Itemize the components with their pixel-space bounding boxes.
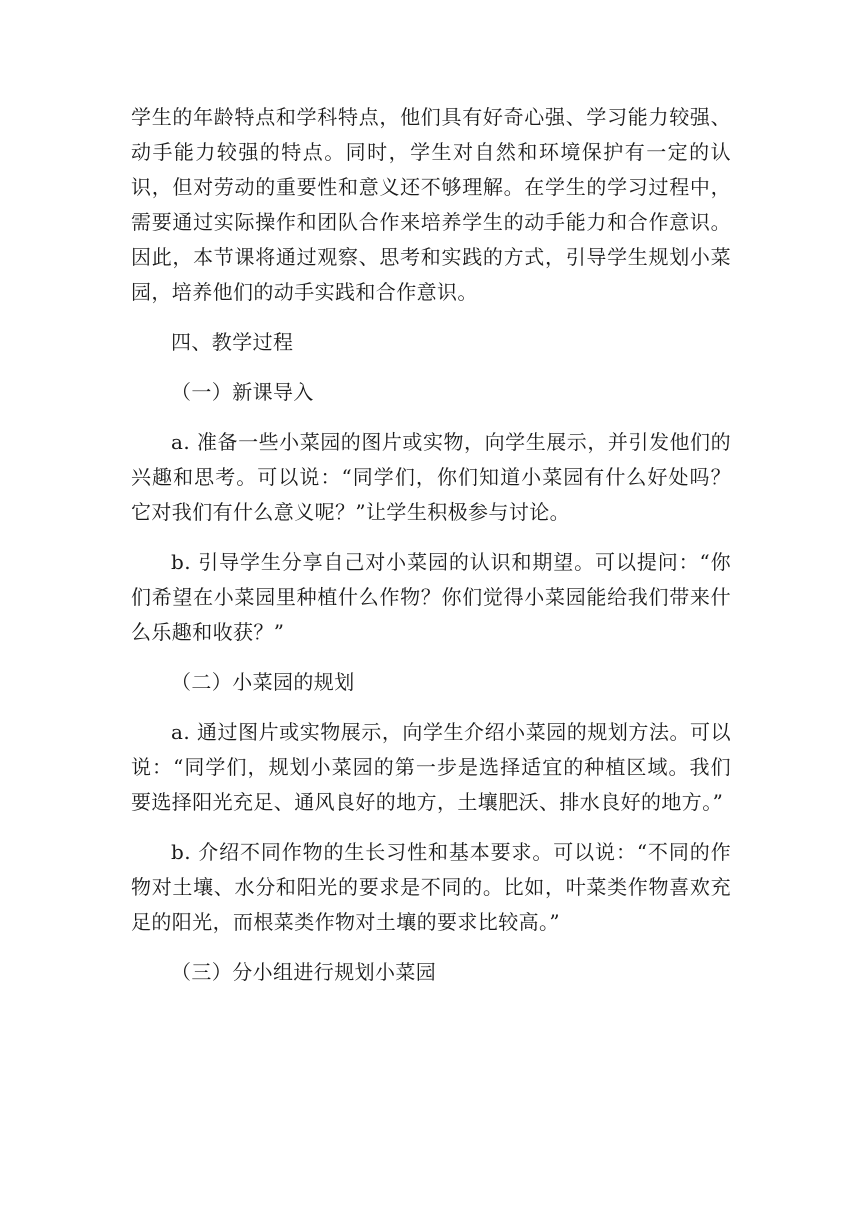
paragraph-intro-a: a. 准备一些小菜园的图片或实物，向学生展示，并引发他们的兴趣和思考。可以说：“同学们，你们知道小菜园有什么好处吗？它对我们有什么意义呢？”让学生积极参与讨论。 <box>131 430 731 524</box>
paragraph-planning-b: b. 介绍不同作物的生长习性和基本要求。可以说：“不同的作物对土壤、水分和阳光的要求是不同的。比如，叶菜类作物喜欢充足的阳光，而根菜类作物对土壤的要求比较高。” <box>131 840 731 934</box>
section-heading-teaching-process: 四、教学过程 <box>171 330 294 354</box>
document-page <box>131 100 731 990</box>
paragraph-student-analysis: 学生的年龄特点和学科特点，他们具有好奇心强、学习能力较强、动手能力较强的特点。同时，学生对自然和环境保护有一定的认识，但对劳动的重要性和意义还不够理解。在学生的学习过程中，需要通过实际操作和团队合作来培养学生的动手能力和合作意识。因此，本节课将通过观察、思考和实践的方式，引导学生规划小菜园，培养他们的动手实践和合作意识。 <box>131 105 731 304</box>
subheading-garden-planning: （二）小菜园的规划 <box>171 670 355 694</box>
subheading-group-planning: （三）分小组进行规划小菜园 <box>171 960 437 984</box>
subheading-new-lesson-intro: （一）新课导入 <box>171 380 314 404</box>
paragraph-intro-b: b. 引导学生分享自己对小菜园的认识和期望。可以提问：“你们希望在小菜园里种植什么作物？你们觉得小菜园能给我们带来什么乐趣和收获？” <box>131 550 731 644</box>
paragraph-planning-a: a. 通过图片或实物展示，向学生介绍小菜园的规划方法。可以说：“同学们，规划小菜园的第一步是选择适宜的种植区域。我们要选择阳光充足、通风良好的地方，土壤肥沃、排水良好的地方。” <box>131 720 731 814</box>
